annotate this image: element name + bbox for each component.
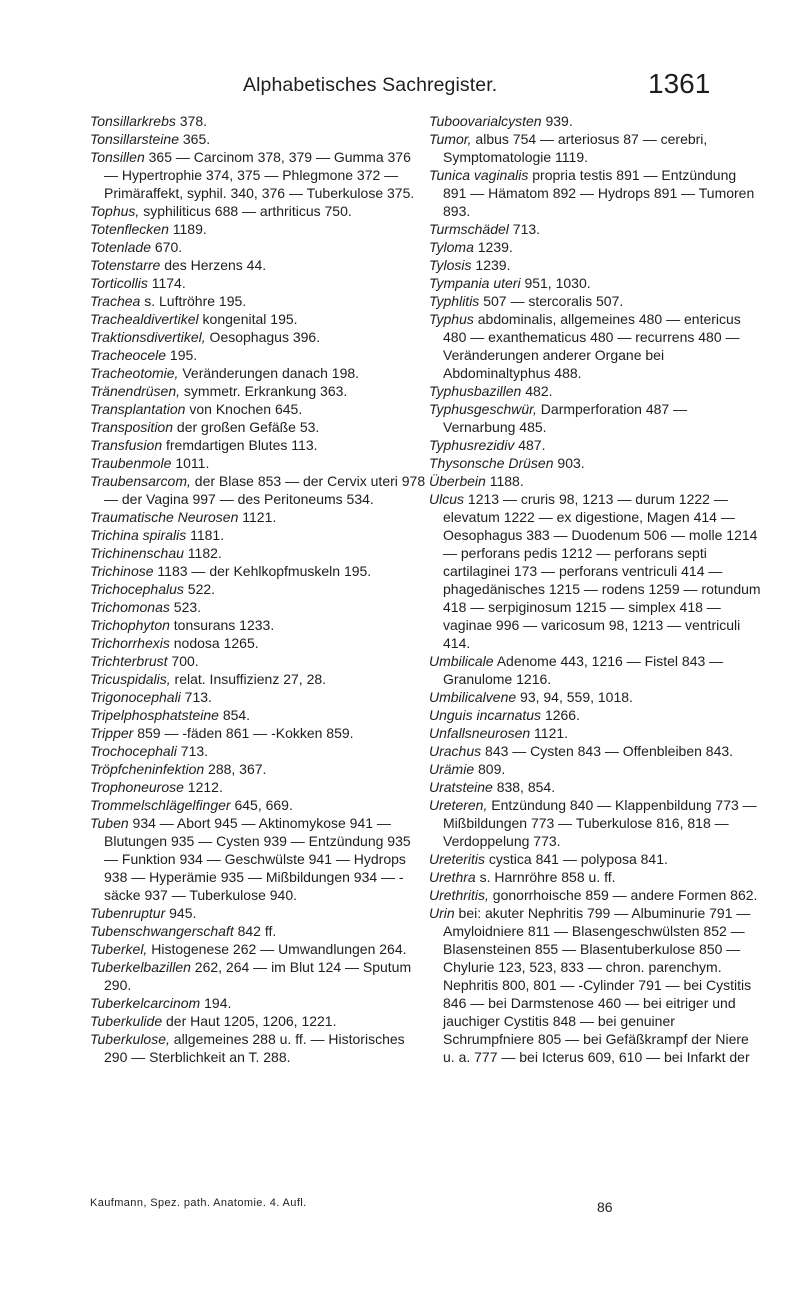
index-keyword: Urethritis, xyxy=(429,887,489,903)
index-keyword: Tuberkelbazillen xyxy=(90,959,191,975)
index-keyword: Tripelphosphatsteine xyxy=(90,707,219,723)
index-keyword: Tränendrüsen, xyxy=(90,383,181,399)
index-references: 1121. xyxy=(530,725,569,741)
index-keyword: Tracheocele xyxy=(90,347,167,363)
index-references: 288, 367. xyxy=(204,761,267,777)
index-entry xyxy=(90,760,428,778)
index-keyword: Ureteren, xyxy=(429,797,488,813)
index-keyword: Trichorrhexis xyxy=(90,635,170,651)
index-keyword: Turmschädel xyxy=(429,221,509,237)
index-keyword: Trichinose xyxy=(90,563,154,579)
index-keyword: Trichophyton xyxy=(90,617,170,633)
index-references: 1121. xyxy=(238,509,277,525)
index-references: 365 — Carcinom 378, 379 — Gumma 376 — Hypertrophie 374, 375 — Phlegmone 372 — Primäraffekt, syphil. 340, 376 — Tuberkulose 375. xyxy=(104,149,415,201)
index-references: 507 — stercoralis 507. xyxy=(479,293,624,309)
index-entry xyxy=(90,256,428,274)
index-entry xyxy=(90,706,428,724)
index-entry xyxy=(429,742,763,760)
index-references: bei: akuter Nephritis 799 — Albuminurie 791 — Amyloidniere 811 — Blasengeschwülsten 852 — Blasensteinen 855 — Blasentuberkulose 850 — Chylurie 123, 523, 833 — chron. parenchym. Nephritis 800, 801 — -Cylinder 791 — bei Cystitis 846 — bei Darmstenose 460 — bei eitriger und jauchiger Cystitis 848 — bei genuiner Schrumpfniere 805 — bei Gefäßkrampf der Niere u. a. 777 — bei Icterus 609, 610 — bei Infarkt der xyxy=(443,905,752,1065)
index-keyword: Tuberkulose, xyxy=(90,1031,170,1047)
page-number: 1361 xyxy=(648,68,711,99)
index-entry xyxy=(90,508,428,526)
index-keyword: Urachus xyxy=(429,743,482,759)
index-keyword: Umbilicalvene xyxy=(429,689,517,705)
index-references: 670. xyxy=(150,239,183,255)
index-references: gonorrhoische 859 — andere Formen 862. xyxy=(488,887,758,903)
index-entry xyxy=(90,382,428,400)
index-references: 713. xyxy=(180,689,212,705)
index-entry xyxy=(90,364,428,382)
index-keyword: Typhlitis xyxy=(429,293,480,309)
index-references: propria testis 891 — Entzündung 891 — Hämatom 892 — Hydrops 891 — Tumoren 893. xyxy=(443,167,755,219)
index-entry xyxy=(90,724,428,742)
index-references: der Blase 853 — der Cervix uteri 978 — der Vagina 997 — des Peritoneums 534. xyxy=(104,473,426,507)
index-keyword: Urämie xyxy=(429,761,475,777)
index-references: 482. xyxy=(521,383,553,399)
index-entry xyxy=(429,472,763,490)
index-keyword: Trophoneurose xyxy=(90,779,184,795)
index-entry xyxy=(90,958,428,994)
index-keyword: Transfusion xyxy=(90,437,163,453)
index-entry xyxy=(429,706,763,724)
index-keyword: Typhusrezidiv xyxy=(429,437,515,453)
index-keyword: Totenflecken xyxy=(90,221,169,237)
index-keyword: Tubenschwangerschaft xyxy=(90,923,234,939)
index-keyword: Uratsteine xyxy=(429,779,493,795)
index-keyword: Tylosis xyxy=(429,257,472,273)
index-entry xyxy=(90,742,428,760)
signature-mark: 86 xyxy=(597,1199,613,1215)
index-references: 939. xyxy=(541,113,573,129)
index-references: 523. xyxy=(169,599,202,615)
index-references: 195. xyxy=(166,347,198,363)
index-entry xyxy=(90,814,428,904)
index-references: von Knochen 645. xyxy=(185,401,303,417)
index-entry xyxy=(90,544,428,562)
index-keyword: Tonsillen xyxy=(90,149,145,165)
index-entry xyxy=(90,418,428,436)
index-references: 1181. xyxy=(186,527,225,543)
index-keyword: Traumatische Neurosen xyxy=(90,509,239,525)
index-keyword: Umbilicale xyxy=(429,653,494,669)
index-keyword: Überbein xyxy=(429,473,486,489)
index-keyword: Tunica vaginalis xyxy=(429,167,529,183)
index-references: 262, 264 — im Blut 124 — Sputum 290. xyxy=(104,959,412,993)
index-entry xyxy=(90,220,428,238)
index-keyword: Traubenmole xyxy=(90,455,172,471)
index-entry xyxy=(90,940,428,958)
index-keyword: Tuben xyxy=(90,815,129,831)
index-entry xyxy=(90,580,428,598)
index-entry xyxy=(429,490,763,652)
index-entry xyxy=(429,112,763,130)
index-references: 843 — Cysten 843 — Offenbleiben 843. xyxy=(481,743,734,759)
index-entry xyxy=(429,724,763,742)
index-keyword: Ureteritis xyxy=(429,851,486,867)
index-references: der Haut 1205, 1206, 1221. xyxy=(162,1013,337,1029)
index-references: albus 754 — arteriosus 87 — cerebri, Symptomatologie 1119. xyxy=(443,131,708,165)
index-references: nodosa 1265. xyxy=(169,635,259,651)
index-entry xyxy=(429,688,763,706)
index-entry xyxy=(90,1012,428,1030)
index-entry xyxy=(429,220,763,238)
index-keyword: Tumor, xyxy=(429,131,472,147)
index-entry xyxy=(90,400,428,418)
index-keyword: Transplantation xyxy=(90,401,186,417)
index-entry xyxy=(429,454,763,472)
index-references: 809. xyxy=(474,761,506,777)
index-references: 378. xyxy=(175,113,207,129)
index-entry xyxy=(90,526,428,544)
index-keyword: Tuberkelcarcinom xyxy=(90,995,201,1011)
index-entry xyxy=(90,922,428,940)
index-references: 1188. xyxy=(485,473,524,489)
index-references: Veränderungen danach 198. xyxy=(178,365,360,381)
index-entry xyxy=(429,292,763,310)
index-keyword: Traubensarcom, xyxy=(90,473,191,489)
index-entry xyxy=(90,292,428,310)
index-entry xyxy=(429,238,763,256)
index-keyword: Unfallsneurosen xyxy=(429,725,531,741)
index-references: der großen Gefäße 53. xyxy=(173,419,320,435)
index-references: Histogenese 262 — Umwandlungen 264. xyxy=(147,941,407,957)
index-references: 365. xyxy=(178,131,211,147)
index-entry xyxy=(429,886,763,904)
index-entry xyxy=(429,760,763,778)
index-keyword: Tonsillarkrebs xyxy=(90,113,176,129)
index-entry xyxy=(90,328,428,346)
index-entry xyxy=(90,778,428,796)
index-entry xyxy=(90,994,428,1012)
index-references: 854. xyxy=(218,707,251,723)
index-keyword: Trichina spiralis xyxy=(90,527,187,543)
index-entry xyxy=(90,274,428,292)
index-keyword: Tricuspidalis, xyxy=(90,671,171,687)
index-references: relat. Insuffizienz 27, 28. xyxy=(170,671,327,687)
index-entry xyxy=(429,868,763,886)
index-references: s. Luftröhre 195. xyxy=(140,293,247,309)
index-references: abdominalis, allgemeines 480 — entericus 480 — exanthematicus 480 — recurrens 480 — Veränderungen anderer Organe bei Abdominaltyphus 488. xyxy=(443,311,741,381)
running-title: Alphabetisches Sachregister. xyxy=(243,74,498,96)
index-keyword: Trichocephalus xyxy=(90,581,184,597)
index-entry xyxy=(90,472,428,508)
index-keyword: Tuberkulide xyxy=(90,1013,163,1029)
index-entry xyxy=(429,256,763,274)
index-keyword: Typhusbazillen xyxy=(429,383,522,399)
index-entry xyxy=(90,688,428,706)
page-header xyxy=(0,0,800,110)
index-entry xyxy=(90,436,428,454)
index-entry xyxy=(429,400,763,436)
footer-book-reference: Kaufmann, Spez. path. Anatomie. 4. Aufl. xyxy=(90,1197,307,1209)
index-keyword: Transposition xyxy=(90,419,174,435)
index-entry xyxy=(90,310,428,328)
index-entry xyxy=(429,652,763,688)
index-references: Darmperforation 487 — Vernarbung 485. xyxy=(443,401,688,435)
index-entry xyxy=(90,652,428,670)
index-references: 1239. xyxy=(473,239,513,255)
index-keyword: Torticollis xyxy=(90,275,148,291)
index-references: Entzündung 840 — Klappenbildung 773 — Mißbildungen 773 — Tuberkulose 816, 818 — Verdoppelung 773. xyxy=(443,797,757,849)
index-keyword: Trochocephali xyxy=(90,743,177,759)
index-references: syphiliticus 688 — arthriticus 750. xyxy=(139,203,352,219)
index-references: 487. xyxy=(514,437,546,453)
index-keyword: Trommelschlägelfinger xyxy=(90,797,231,813)
index-keyword: Trigonocephali xyxy=(90,689,181,705)
index-references: 700. xyxy=(167,653,199,669)
index-references: 842 ff. xyxy=(233,923,277,939)
index-keyword: Tympania uteri xyxy=(429,275,521,291)
index-entry xyxy=(90,904,428,922)
index-keyword: Tripper xyxy=(90,725,134,741)
index-keyword: Trichterbrust xyxy=(90,653,168,669)
index-references: 838, 854. xyxy=(492,779,556,795)
index-keyword: Tröpfcheninfektion xyxy=(90,761,205,777)
index-keyword: Thysonsche Drüsen xyxy=(429,455,554,471)
index-keyword: Tyloma xyxy=(429,239,474,255)
index-references: 1212. xyxy=(183,779,223,795)
index-keyword: Ulcus xyxy=(429,491,465,507)
index-entry xyxy=(429,904,763,1066)
index-entry xyxy=(429,382,763,400)
index-entry xyxy=(90,796,428,814)
index-entry xyxy=(429,310,763,382)
index-entry xyxy=(429,130,763,166)
index-keyword: Typhus xyxy=(429,311,474,327)
index-entry xyxy=(90,598,428,616)
index-entry xyxy=(90,346,428,364)
index-keyword: Tubenruptur xyxy=(90,905,166,921)
index-keyword: Unguis incarnatus xyxy=(429,707,542,723)
index-keyword: Totenlade xyxy=(90,239,151,255)
index-entry xyxy=(90,148,428,202)
index-column-left xyxy=(90,112,428,1066)
index-keyword: Trachealdivertikel xyxy=(90,311,199,327)
index-references: 1239. xyxy=(471,257,511,273)
index-entry xyxy=(429,796,763,850)
index-references: 1183 — der Kehlkopfmuskeln 195. xyxy=(153,563,372,579)
index-entry xyxy=(90,670,428,688)
index-references: 93, 94, 559, 1018. xyxy=(516,689,633,705)
index-entry xyxy=(90,202,428,220)
index-keyword: Trichinenschau xyxy=(90,545,184,561)
index-references: 1011. xyxy=(171,455,210,471)
index-references: des Herzens 44. xyxy=(160,257,267,273)
index-references: cystica 841 — polyposa 841. xyxy=(485,851,668,867)
index-keyword: Totenstarre xyxy=(90,257,161,273)
index-keyword: Tracheotomie, xyxy=(90,365,179,381)
index-entry xyxy=(90,562,428,580)
index-references: tonsurans 1233. xyxy=(169,617,275,633)
index-references: s. Harnröhre 858 u. ff. xyxy=(475,869,616,885)
index-references: 1189. xyxy=(168,221,207,237)
index-references: fremdartigen Blutes 113. xyxy=(162,437,318,453)
index-references: 522. xyxy=(183,581,216,597)
index-references: 1213 — cruris 98, 1213 — durum 1222 — elevatum 1222 — ex digestione, Magen 414 — Oesophagus 383 — Duodenum 506 — molle 1214 — perforans pedis 1212 — perforans septi cartilaginei 173 — perforans ventriculi 414 — phagedänisches 1215 — rodens 1259 — rotundum 418 — serpiginosum 1215 — simplex 418 — vaginae 996 — varicosum 98, 1213 — ventriculi 414. xyxy=(443,491,761,651)
index-entry xyxy=(90,454,428,472)
index-references: 1266. xyxy=(541,707,580,723)
index-entry xyxy=(429,850,763,868)
index-entry xyxy=(429,274,763,292)
index-keyword: Trachea xyxy=(90,293,141,309)
index-references: 951, 1030. xyxy=(520,275,591,291)
index-references: Oesophagus 396. xyxy=(205,329,321,345)
index-keyword: Trichomonas xyxy=(90,599,170,615)
index-references: 1174. xyxy=(147,275,186,291)
index-references: 1182. xyxy=(183,545,222,561)
index-references: 645, 669. xyxy=(230,797,293,813)
index-keyword: Tuboovarialcysten xyxy=(429,113,542,129)
index-entry xyxy=(90,130,428,148)
index-references: 713. xyxy=(508,221,541,237)
index-entry xyxy=(429,166,763,220)
index-references: 945. xyxy=(165,905,197,921)
index-entry xyxy=(90,634,428,652)
index-column-right xyxy=(429,112,763,1066)
index-references: 194. xyxy=(200,995,232,1011)
index-keyword: Urethra xyxy=(429,869,476,885)
index-keyword: Tuberkel, xyxy=(90,941,148,957)
index-references: 859 — -fäden 861 — -Kokken 859. xyxy=(133,725,354,741)
index-entry xyxy=(429,778,763,796)
index-keyword: Tonsillarsteine xyxy=(90,131,179,147)
index-keyword: Tophus, xyxy=(90,203,140,219)
index-entry xyxy=(429,436,763,454)
index-keyword: Typhusgeschwür, xyxy=(429,401,537,417)
index-entry xyxy=(90,112,428,130)
index-references: 934 — Abort 945 — Aktinomykose 941 — Blutungen 935 — Cysten 939 — Entzündung 935 — Funktion 934 — Geschwülste 941 — Hydrops 938 — Hyperämie 935 — Mißbildungen 934 — -säcke 937 — Tuberkulose 940. xyxy=(104,815,411,903)
index-entry xyxy=(90,1030,428,1066)
index-references: Adenome 443, 1216 — Fistel 843 — Granulome 1216. xyxy=(443,653,724,687)
index-keyword: Urin xyxy=(429,905,455,921)
index-entry xyxy=(90,238,428,256)
index-references: allgemeines 288 u. ff. — Historisches 290 — Sterblichkeit an T. 288. xyxy=(104,1031,405,1065)
index-references: 713. xyxy=(176,743,209,759)
index-references: kongenital 195. xyxy=(198,311,298,327)
index-references: symmetr. Erkrankung 363. xyxy=(180,383,348,399)
index-keyword: Traktionsdivertikel, xyxy=(90,329,206,345)
index-references: 903. xyxy=(553,455,585,471)
index-entry xyxy=(90,616,428,634)
